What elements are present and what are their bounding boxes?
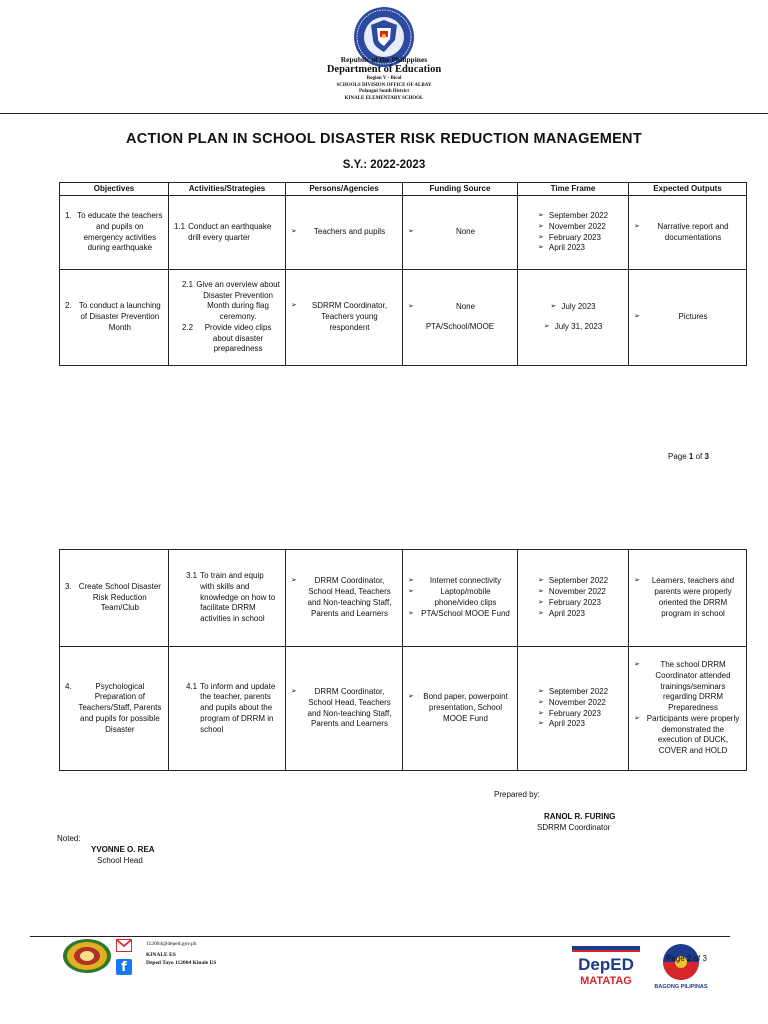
person-item: ➢ DRRM Coordinator, School Head, Teachers and Non-teaching Staff, Parents and Learners [291,576,397,619]
funding-cell [403,550,518,647]
person-item: ➢ SDRRM Coordinator, Teachers young respondent [291,301,397,333]
letterhead-division: SCHOOLS DIVISION OFFICE OF ALBAY [336,83,432,88]
activity-text: To inform and update the teacher, parents and pupils about the program of DRRM in school [200,681,276,734]
activity-text: Provide video clips about disaster preparedness [204,322,272,354]
activities-cell [169,270,286,366]
person-item: ➢ Teachers and pupils [291,227,397,238]
time-frame-item: ➢ November 2022 [538,222,608,233]
person-item: ➢ DRRM Coordinator, School Head, Teachers and Non-teaching Staff, Parents and Learners [291,687,397,730]
footer-facebook: Deped Tayo 112004 Kinale ES [146,960,217,966]
funding-cell [403,647,518,771]
header-activities: Activities/Strategies [169,183,286,196]
funding-item: ➢ Bond paper, powerpoint presentation, School MOOE Fund [408,692,512,724]
letterhead-school: KINALE ELEMENTARY SCHOOL [344,96,424,101]
activity-number: 2.2 [182,322,194,332]
action-plan-table [59,182,747,366]
time-frame-item: ➢ September 2022 [538,687,608,698]
header-time-frame: Time Frame [518,183,629,196]
time-frame-cell [518,270,629,366]
matatag-logo-text: MATATAG [580,975,632,987]
time-frame-item: ➢ November 2022 [538,587,608,598]
header-persons: Persons/Agencies [286,183,403,196]
time-frame-item: ➢ April 2023 [538,609,608,620]
action-plan-table-continued [59,549,747,771]
objective-text: Create School Disaster Risk Reduction Team/Club [78,581,161,613]
letterhead-department: Department of Education [326,64,442,75]
header-funding: Funding Source [403,183,518,196]
persons-cell [286,550,403,647]
activities-cell [169,550,286,647]
table-row [60,270,747,366]
bagong-logo-text: BAGONG PILIPINAS [654,984,708,990]
objective-cell [60,647,169,771]
school-head-title: School Head [97,856,143,865]
funding-item: ➢ None [408,227,512,238]
prepared-by-label: Prepared by: [494,790,540,799]
output-item: ➢ Pictures [634,312,741,323]
time-frame-cell [518,647,629,771]
school-seal-logo [62,938,112,974]
funding-item: ➢ Laptop/mobile phone/video clips [408,587,512,609]
time-frame-item: ➢ April 2023 [538,719,608,730]
objective-text: To educate the teachers and pupils on emergency activities during earthquake [77,210,163,253]
table-row [60,647,747,771]
objective-number: 4. [65,681,72,691]
output-item: ➢ Participants were properly demonstrated the execution of DUCK, COVER and HOLD [634,714,741,757]
objective-cell [60,270,169,366]
bagong-pilipinas-logo [648,942,714,990]
time-frame-item: ➢ November 2022 [538,698,608,709]
output-item: ➢ Narrative report and documentations [634,222,741,244]
outputs-cell [629,196,747,270]
header-expected-outputs: Expected Outputs [629,183,747,196]
output-item: ➢ Learners, teachers and parents were properly oriented the DRRM program in school [634,576,741,619]
output-item: ➢ The school DRRM Coordinator attended trainings/seminars regarding DRRM Preparedness [634,660,741,714]
funding-item: ➢ PTA/School MOOE Fund [408,609,512,620]
objective-number: 1. [65,210,72,220]
page-current: 1 [688,452,694,461]
table-row [60,196,747,270]
footer-divider [30,936,730,937]
activities-cell [169,196,286,270]
objective-cell [60,196,169,270]
activity-number: 2.1 [182,279,194,289]
time-frame-item: ➢ July 31, 2023 [544,322,603,333]
letterhead-district: Polangui South District [358,89,409,94]
page-indicator-footer: Page 2 of 3 [666,954,707,963]
page-prefix: Page [668,452,689,461]
activity-number: 1.1 [174,221,186,231]
page-total: 3 [704,452,709,461]
objective-number: 2. [65,301,72,311]
time-frame-cell [518,550,629,647]
preparer-name: RANOL R. FURING [544,812,616,821]
activity-text: Conduct an earthquake drill every quarter [188,221,272,242]
time-frame-item: ➢ February 2023 [538,598,608,609]
deped-matatag-logo [570,944,642,988]
noted-label: Noted: [57,834,81,843]
outputs-cell [629,550,747,647]
time-frame-item: ➢ February 2023 [538,709,608,720]
table-row [60,550,747,647]
table-header-row [60,183,747,196]
gmail-icon [116,939,132,952]
page-indicator [668,452,709,461]
objective-text: To conduct a launching of Disaster Prevention Month [78,301,161,332]
deped-logo-text: DepED [578,955,634,974]
header-objectives: Objectives [60,183,169,196]
time-frame-item: ➢ September 2022 [538,211,608,222]
outputs-cell [629,647,747,771]
funding-cell [403,196,518,270]
persons-cell [286,270,403,366]
activities-cell [169,647,286,771]
footer-email: 112004@deped.gov.ph [146,941,197,947]
letterhead-region: Region V - Bicol [366,76,402,81]
footer-school: KINALE ES [146,952,176,958]
objective-number: 3. [65,581,72,591]
persons-cell [286,196,403,270]
time-frame-item: ➢ July 2023 [550,302,595,313]
letterhead-republic: Republic of the Philippines [340,55,428,64]
outputs-cell [629,270,747,366]
document-title: ACTION PLAN IN SCHOOL DISASTER RISK REDUCTION MANAGEMENT [126,131,642,147]
facebook-icon: f [116,959,132,975]
objective-cell [60,550,169,647]
funding-cell [403,270,518,366]
funding-extra: PTA/School/MOOE [425,322,495,331]
objective-text: Psychological Preparation of Teachers/Staff, Parents and pupils for possible Disaster [78,681,162,734]
activity-text: To train and equip with skills and knowledge on how to facilitate DRRM activities in school [200,571,276,624]
page-of: of [693,452,705,461]
preparer-title: SDRRM Coordinator [537,823,611,832]
time-frame-item: ➢ September 2022 [538,576,608,587]
school-year: S.Y.: 2022-2023 [342,159,426,171]
time-frame-item: ➢ February 2023 [538,233,608,244]
funding-item: ➢ None [408,302,512,313]
activity-number: 4.1 [186,681,198,691]
activity-number: 3.1 [186,571,198,580]
time-frame-item: ➢ April 2023 [538,243,608,254]
school-head-name: YVONNE O. REA [91,845,155,854]
activity-text: Give an overview about Disaster Prevention Month during flag ceremony. [196,279,280,322]
time-frame-cell [518,196,629,270]
funding-item: ➢ Internet connectivity [408,576,512,587]
letterhead-divider [0,113,768,114]
persons-cell [286,647,403,771]
